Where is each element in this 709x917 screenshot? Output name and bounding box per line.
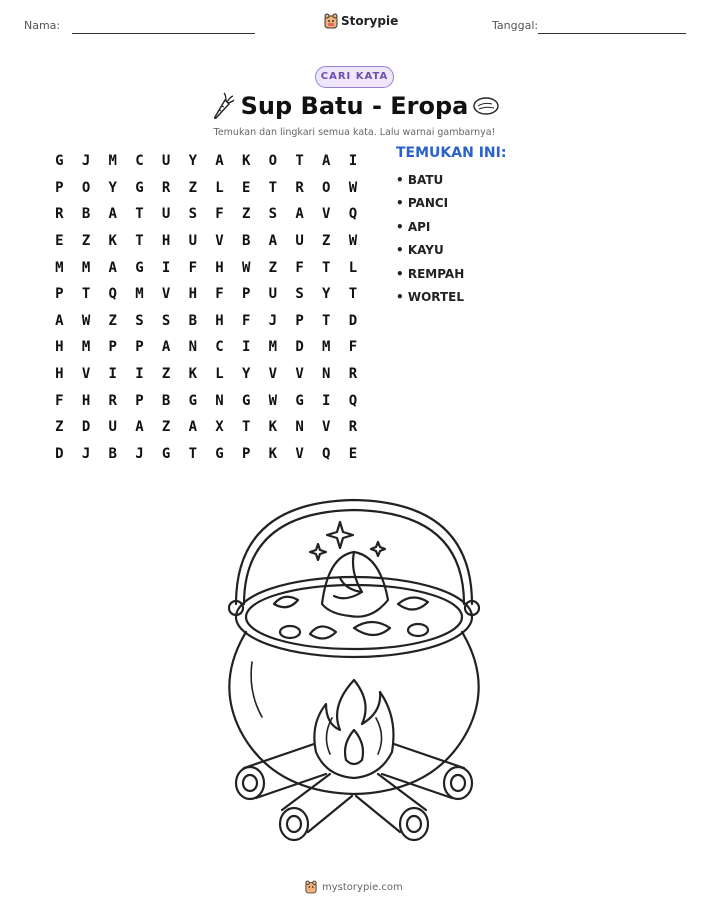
grid-letter[interactable]: Y: [188, 153, 197, 170]
grid-letter[interactable]: S: [161, 312, 171, 329]
mascot-icon: [305, 880, 317, 894]
grid-letter[interactable]: F: [241, 312, 251, 329]
grid-row: [46, 228, 366, 255]
grid-letter[interactable]: V: [295, 445, 304, 462]
grid-letter[interactable]: W: [241, 259, 251, 276]
grid-letter[interactable]: A: [108, 259, 117, 276]
grid-letter[interactable]: A: [215, 153, 224, 170]
grid-letter[interactable]: X: [215, 419, 224, 436]
grid-row: [46, 334, 366, 361]
grid-letter[interactable]: I: [322, 392, 331, 409]
page-title: Sup Batu - Eropa: [240, 92, 469, 120]
grid-letter[interactable]: Z: [108, 312, 117, 329]
grid-letter[interactable]: U: [161, 206, 171, 223]
grid-letter[interactable]: D: [295, 339, 304, 356]
grid-letter[interactable]: V: [322, 419, 331, 436]
grid-letter[interactable]: W: [348, 179, 358, 196]
grid-letter[interactable]: P: [108, 339, 117, 356]
grid-letter[interactable]: S: [295, 286, 304, 303]
grid-letter[interactable]: K: [241, 153, 251, 170]
word-item: • API: [396, 219, 431, 234]
grid-letter[interactable]: Z: [81, 233, 91, 250]
grid-row: [46, 201, 366, 228]
grid-letter[interactable]: T: [81, 286, 91, 303]
grid-letter[interactable]: W: [348, 233, 358, 250]
grid-letter[interactable]: B: [108, 445, 117, 462]
grid-letter[interactable]: D: [81, 419, 91, 436]
grid-letter[interactable]: R: [108, 392, 117, 409]
grid-letter[interactable]: B: [188, 312, 197, 329]
grid-letter[interactable]: H: [188, 286, 197, 303]
grid-letter[interactable]: Y: [108, 179, 117, 196]
grid-letter[interactable]: A: [188, 419, 197, 436]
category-tag: CARI KATA: [315, 66, 394, 88]
grid-letter[interactable]: V: [161, 286, 171, 303]
grid-letter[interactable]: L: [215, 366, 224, 383]
grid-letter[interactable]: G: [55, 153, 64, 170]
word-item: • BATU: [396, 173, 444, 187]
grid-letter[interactable]: G: [215, 445, 224, 462]
grid-letter[interactable]: I: [135, 366, 144, 383]
grid-letter[interactable]: T: [322, 259, 331, 276]
grid-letter[interactable]: T: [295, 153, 304, 170]
grid-letter[interactable]: G: [135, 179, 144, 196]
date-line: [538, 33, 686, 34]
grid-letter[interactable]: B: [81, 206, 91, 223]
grid-letter[interactable]: N: [215, 392, 224, 409]
grid-letter[interactable]: K: [268, 419, 278, 436]
grid-letter[interactable]: U: [161, 153, 171, 170]
name-label: Nama:: [24, 19, 61, 32]
grid-letter[interactable]: L: [215, 179, 224, 196]
grid-letter[interactable]: C: [215, 339, 224, 356]
grid-letter[interactable]: J: [268, 312, 278, 329]
grid-letter[interactable]: L: [348, 259, 358, 276]
footer: [305, 880, 403, 894]
grid-letter[interactable]: Z: [322, 233, 331, 250]
date-label: Tanggal:: [492, 19, 539, 32]
mascot-icon: [324, 13, 338, 29]
footer-url: mystorypie.com: [322, 881, 403, 893]
grid-letter[interactable]: M: [108, 153, 117, 170]
grid-letter[interactable]: A: [135, 419, 144, 436]
grid-letter[interactable]: Z: [268, 259, 278, 276]
grid-letter[interactable]: A: [161, 339, 171, 356]
grid-letter[interactable]: G: [161, 445, 171, 462]
grid-letter[interactable]: K: [108, 233, 117, 250]
grid-letter[interactable]: P: [55, 286, 64, 303]
grid-letter[interactable]: O: [81, 179, 91, 196]
grid-letter[interactable]: Z: [55, 419, 64, 436]
grid-letter[interactable]: Z: [161, 366, 171, 383]
grid-row: [46, 361, 366, 388]
grid-letter[interactable]: G: [188, 392, 197, 409]
grid-letter[interactable]: P: [295, 312, 304, 329]
grid-letter[interactable]: V: [81, 366, 91, 383]
grid-letter[interactable]: Y: [322, 286, 331, 303]
grid-letter[interactable]: A: [322, 153, 331, 170]
grid-letter[interactable]: P: [135, 339, 144, 356]
grid-letter[interactable]: T: [135, 233, 144, 250]
grid-letter[interactable]: M: [135, 286, 144, 303]
grid-letter[interactable]: A: [108, 206, 117, 223]
grid-letter[interactable]: Z: [188, 179, 197, 196]
grid-letter[interactable]: E: [348, 445, 358, 462]
grid-letter[interactable]: Q: [108, 286, 117, 303]
grid-row: [46, 175, 366, 202]
grid-letter[interactable]: K: [268, 445, 278, 462]
grid-letter[interactable]: R: [161, 179, 171, 196]
grid-row: [46, 414, 366, 441]
grid-letter[interactable]: I: [161, 259, 171, 276]
grid-letter[interactable]: F: [188, 259, 197, 276]
name-line: [72, 33, 255, 34]
grid-letter[interactable]: Z: [161, 419, 171, 436]
grid-letter[interactable]: A: [268, 233, 278, 250]
grid-letter[interactable]: V: [268, 366, 278, 383]
grid-letter[interactable]: M: [322, 339, 331, 356]
grid-letter[interactable]: M: [81, 259, 91, 276]
grid-letter[interactable]: I: [348, 153, 358, 170]
grid-letter[interactable]: O: [268, 153, 278, 170]
grid-letter[interactable]: A: [295, 206, 304, 223]
grid-letter[interactable]: N: [295, 419, 304, 436]
grid-letter[interactable]: U: [108, 419, 117, 436]
grid-letter[interactable]: T: [135, 206, 144, 223]
grid-letter[interactable]: J: [81, 153, 91, 170]
grid-letter[interactable]: T: [348, 286, 358, 303]
grid-letter[interactable]: J: [81, 445, 91, 462]
grid-row: [46, 441, 366, 468]
grid-letter[interactable]: U: [295, 233, 304, 250]
grid-letter[interactable]: I: [108, 366, 117, 383]
instructions: Temukan dan lingkari semua kata. Lalu warnai gambarnya!: [213, 127, 496, 138]
grid-letter[interactable]: N: [322, 366, 331, 383]
grid-letter[interactable]: T: [188, 445, 197, 462]
stone-icon: [472, 95, 500, 117]
grid-letter[interactable]: H: [81, 392, 91, 409]
grid-letter[interactable]: F: [348, 339, 358, 356]
grid-letter[interactable]: R: [348, 419, 358, 436]
word-search-grid: [46, 148, 366, 467]
word-item: • KAYU: [396, 243, 444, 258]
word-list: [396, 145, 506, 309]
grid-letter[interactable]: Q: [322, 445, 331, 462]
grid-letter[interactable]: U: [188, 233, 197, 250]
grid-letter[interactable]: P: [135, 392, 144, 409]
grid-letter[interactable]: H: [55, 366, 64, 383]
grid-letter[interactable]: Q: [348, 392, 358, 409]
grid-letter[interactable]: S: [135, 312, 144, 329]
grid-letter[interactable]: H: [55, 339, 64, 356]
grid-letter[interactable]: M: [268, 339, 278, 356]
grid-letter[interactable]: M: [55, 259, 64, 276]
grid-letter[interactable]: J: [135, 445, 144, 462]
grid-row: [46, 148, 366, 175]
grid-letter[interactable]: K: [188, 366, 197, 383]
grid-letter[interactable]: H: [215, 312, 224, 329]
grid-row: [46, 387, 366, 414]
grid-letter[interactable]: P: [55, 179, 64, 196]
grid-letter[interactable]: V: [322, 206, 331, 223]
word-item: • WORTEL: [396, 289, 465, 304]
grid-letter[interactable]: H: [215, 259, 224, 276]
grid-letter[interactable]: T: [268, 179, 278, 196]
grid-letter[interactable]: M: [81, 339, 91, 356]
grid-letter[interactable]: W: [81, 312, 91, 329]
grid-letter[interactable]: O: [322, 179, 331, 196]
grid-letter[interactable]: H: [161, 233, 171, 250]
grid-letter[interactable]: B: [241, 233, 251, 250]
grid-letter[interactable]: Z: [241, 206, 251, 223]
grid-letter[interactable]: E: [241, 179, 251, 196]
grid-letter[interactable]: V: [215, 233, 224, 250]
grid-letter[interactable]: R: [348, 366, 358, 383]
grid-letter[interactable]: F: [215, 206, 224, 223]
grid-letter[interactable]: V: [295, 366, 304, 383]
storypie-logo: [324, 13, 398, 29]
brand-name: Storypie: [341, 14, 399, 28]
grid-letter[interactable]: P: [241, 445, 251, 462]
grid-row: [46, 281, 366, 308]
grid-letter[interactable]: B: [161, 392, 171, 409]
grid-letter[interactable]: E: [55, 233, 64, 250]
word-item: • REMPAH: [396, 266, 465, 281]
grid-letter[interactable]: D: [348, 312, 358, 329]
grid-letter[interactable]: T: [241, 419, 251, 436]
grid-letter[interactable]: U: [268, 286, 278, 303]
grid-letter[interactable]: G: [295, 392, 304, 409]
grid-letter[interactable]: D: [55, 445, 64, 462]
grid-row: [46, 308, 366, 335]
grid-letter[interactable]: R: [55, 206, 64, 223]
grid-row: [46, 254, 366, 281]
grid-letter[interactable]: C: [135, 153, 144, 170]
grid-letter[interactable]: A: [55, 312, 64, 329]
cauldron-illustration: [222, 492, 486, 847]
grid-letter[interactable]: F: [215, 286, 224, 303]
grid-letter[interactable]: R: [295, 179, 304, 196]
grid-letter[interactable]: N: [188, 339, 197, 356]
grid-letter[interactable]: W: [268, 392, 278, 409]
grid-letter[interactable]: G: [135, 259, 144, 276]
grid-letter[interactable]: I: [241, 339, 251, 356]
grid-letter[interactable]: F: [55, 392, 64, 409]
word-item: • PANCI: [396, 196, 449, 211]
grid-letter[interactable]: S: [268, 206, 278, 223]
grid-letter[interactable]: P: [241, 286, 251, 303]
grid-letter[interactable]: F: [295, 259, 304, 276]
grid-letter[interactable]: T: [322, 312, 331, 329]
grid-letter[interactable]: S: [188, 206, 197, 223]
grid-letter[interactable]: G: [241, 392, 251, 409]
word-list-title: TEMUKAN INI:: [396, 145, 507, 161]
grid-letter[interactable]: Q: [348, 206, 358, 223]
grid-letter[interactable]: Y: [241, 366, 251, 383]
